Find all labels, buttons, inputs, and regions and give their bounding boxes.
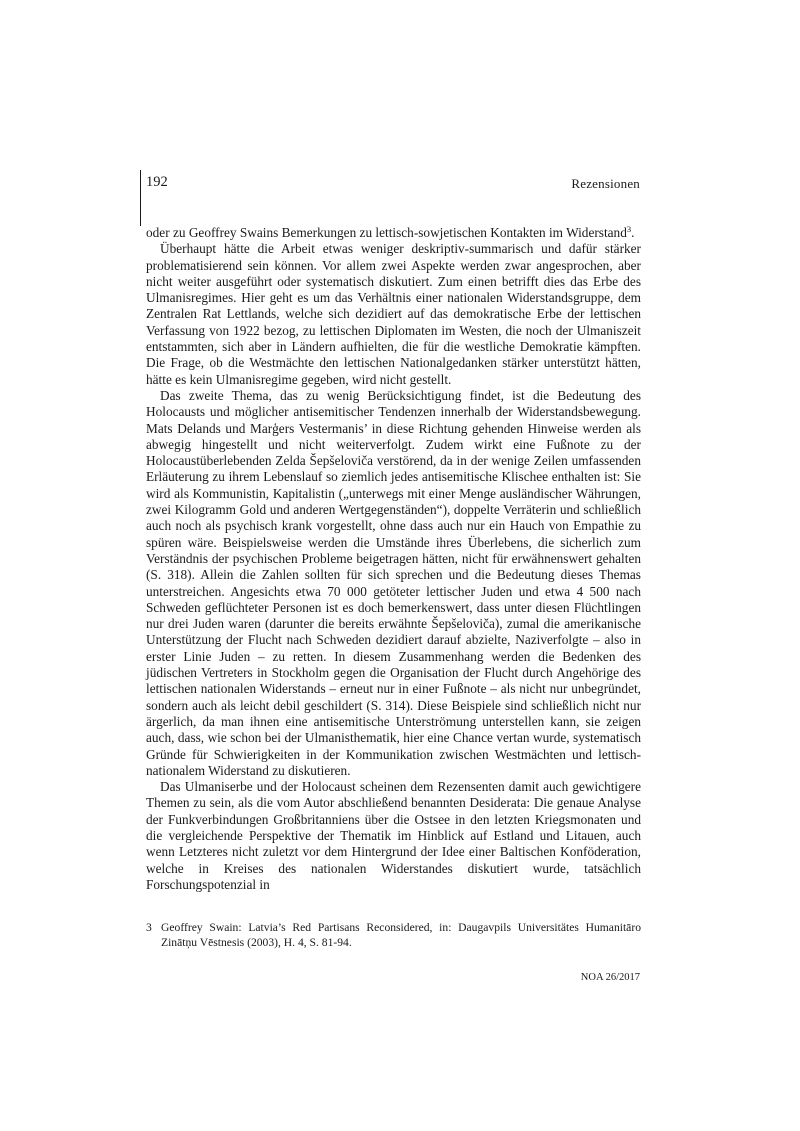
- footnote-reference: 3: [626, 224, 632, 234]
- header-rule: [140, 170, 141, 226]
- paragraph-desiderata: Das Ulmaniserbe und der Holocaust scheinen dem Rezensenten damit auch gewichtigere Themen zu sein, als die vom Autor abschließend benannten Desiderata: Die genaue Analyse der Funkverbindungen Großbritanniens über die Ostsee in den letzten Kriegsmonaten und die vergleichende Perspektive der Thematik im Hinblick auf Estland und Litauen, auch wenn Letzteres nicht zuletzt vor dem Hintergrund der Idee einer Baltischen Konföderation, welche in Kreises des nationalen Widerstandes diskutiert wurde, tatsächlich Forschungspotenzial in: [146, 779, 641, 892]
- paragraph-text: oder zu Geoffrey Swains Bemerkungen zu lettisch-sowjetischen Kontakten im Widerstand: [146, 225, 627, 240]
- paragraph-holocaust: Das zweite Thema, das zu wenig Berücksichtigung findet, ist die Bedeutung des Holocausts und möglicher antisemitischer Tendenzen innerhalb der Widerstandsbewegung. Mats Delands und Marģers Vestermanis’ in diese Richtung gehenden Hinweise werden als abwegig hingestellt und nicht weiterverfolgt. Zudem wirkt eine Fußnote zu der Holocaustüberlebenden Zelda Šepšeloviča verstörend, da in der wenige Zeilen umfassenden Erläuterung zu ihrem Lebenslauf so ziemlich jedes antisemitische Klischee enthalten ist: Sie wird als Kommunistin, Kapitalistin („unterwegs mit einer Menge ausländischer Währungen, zwei Kilogramm Gold und anderen Wertgegenständen“), doppelte Verräterin und schließlich auch noch als psychisch krank vorgestellt, ohne dass auch nur ein Hauch von Empathie zu spüren wäre. Beispielsweise werden die Umstände ihres Überlebens, die sicherlich zum Verständnis der psychischen Probleme beigetragen hätten, nicht für erwähnenswert gehalten (S. 318). Allein die Zahlen sollten für sich sprechen und die Bedeutung dieses Themas unterstreichen. Angesichts etwa 70 000 getöteter lettischer Juden und etwa 4 500 nach Schweden geflüchteter Personen ist es doch bemerkenswert, dass unter diesen Flüchtlingen nur drei Juden waren (darunter die bereits erwähnte Šepšeloviča), zumal die amerikanische Unterstützung der Flucht nach Schweden dezidiert darauf abzielte, Naziverfolgte – also in erster Linie Juden – zu retten. In diesem Zusammenhang werden die Bedenken des jüdischen Vertreters in Stockholm gegen die Organisation der Flucht durch Angehörige des lettischen nationalen Widerstands – erneut nur in einer Fußnote – als nicht nur unbegründet, sondern auch als leicht debil geschildert (S. 314). Diese Beispiele sind schließlich nicht nur ärgerlich, da man ihnen eine antisemitische Unterströmung unterstellen kann, sie zeigen auch, dass, wie schon bei der Ulmanisthematik, hier eine Chance vertan wurde, systematisch Gründe für Schwierigkeiten in der Kommunikation zwischen Westmächten und lettisch-nationalem Widerstand zu diskutieren.: [146, 387, 641, 778]
- body-text: [146, 225, 641, 893]
- footnote-number: 3: [146, 921, 152, 934]
- running-title: Rezensionen: [571, 176, 640, 191]
- journal-reference: NOA 26/2017: [580, 972, 640, 983]
- footnote-text: Geoffrey Swain: Latvia’s Red Partisans Reconsidered, in: Daugavpils Universitätes Humanitāro Zinātņu Vēstnesis (2003), H. 4, S. 81-94.: [161, 921, 641, 949]
- paragraph-text: .: [631, 225, 635, 240]
- page-number: 192: [146, 174, 168, 190]
- paragraph-ulmanis: Überhaupt hätte die Arbeit etwas weniger deskriptiv-summarisch und dafür stärker problematisierend sein können. Vor allem zwei Aspekte werden zwar angesprochen, aber nicht weiter ausgeführt oder systematisch diskutiert. Zum einen betrifft dies das Erbe des Ulmanisregimes. Hier geht es um das Verhältnis einer nationalen Widerstandsgruppe, dem Zentralen Rat Lettlands, welche sich dezidiert auf das demokratische Erbe der lettischen Verfassung von 1922 bezog, zu lettischen Diplomaten im Westen, die noch der Ulmaniszeit entstammten, sich aber in Ländern aufhielten, die für die westliche Demokratie kämpften. Die Frage, ob die Westmächte den lettischen Nationalgedanken stärker unterstützt hätten, hätte es kein Ulmanisregime gegeben, wird nicht gestellt.: [146, 241, 641, 387]
- paragraph-continuation: [146, 225, 641, 241]
- footnote: [146, 920, 641, 950]
